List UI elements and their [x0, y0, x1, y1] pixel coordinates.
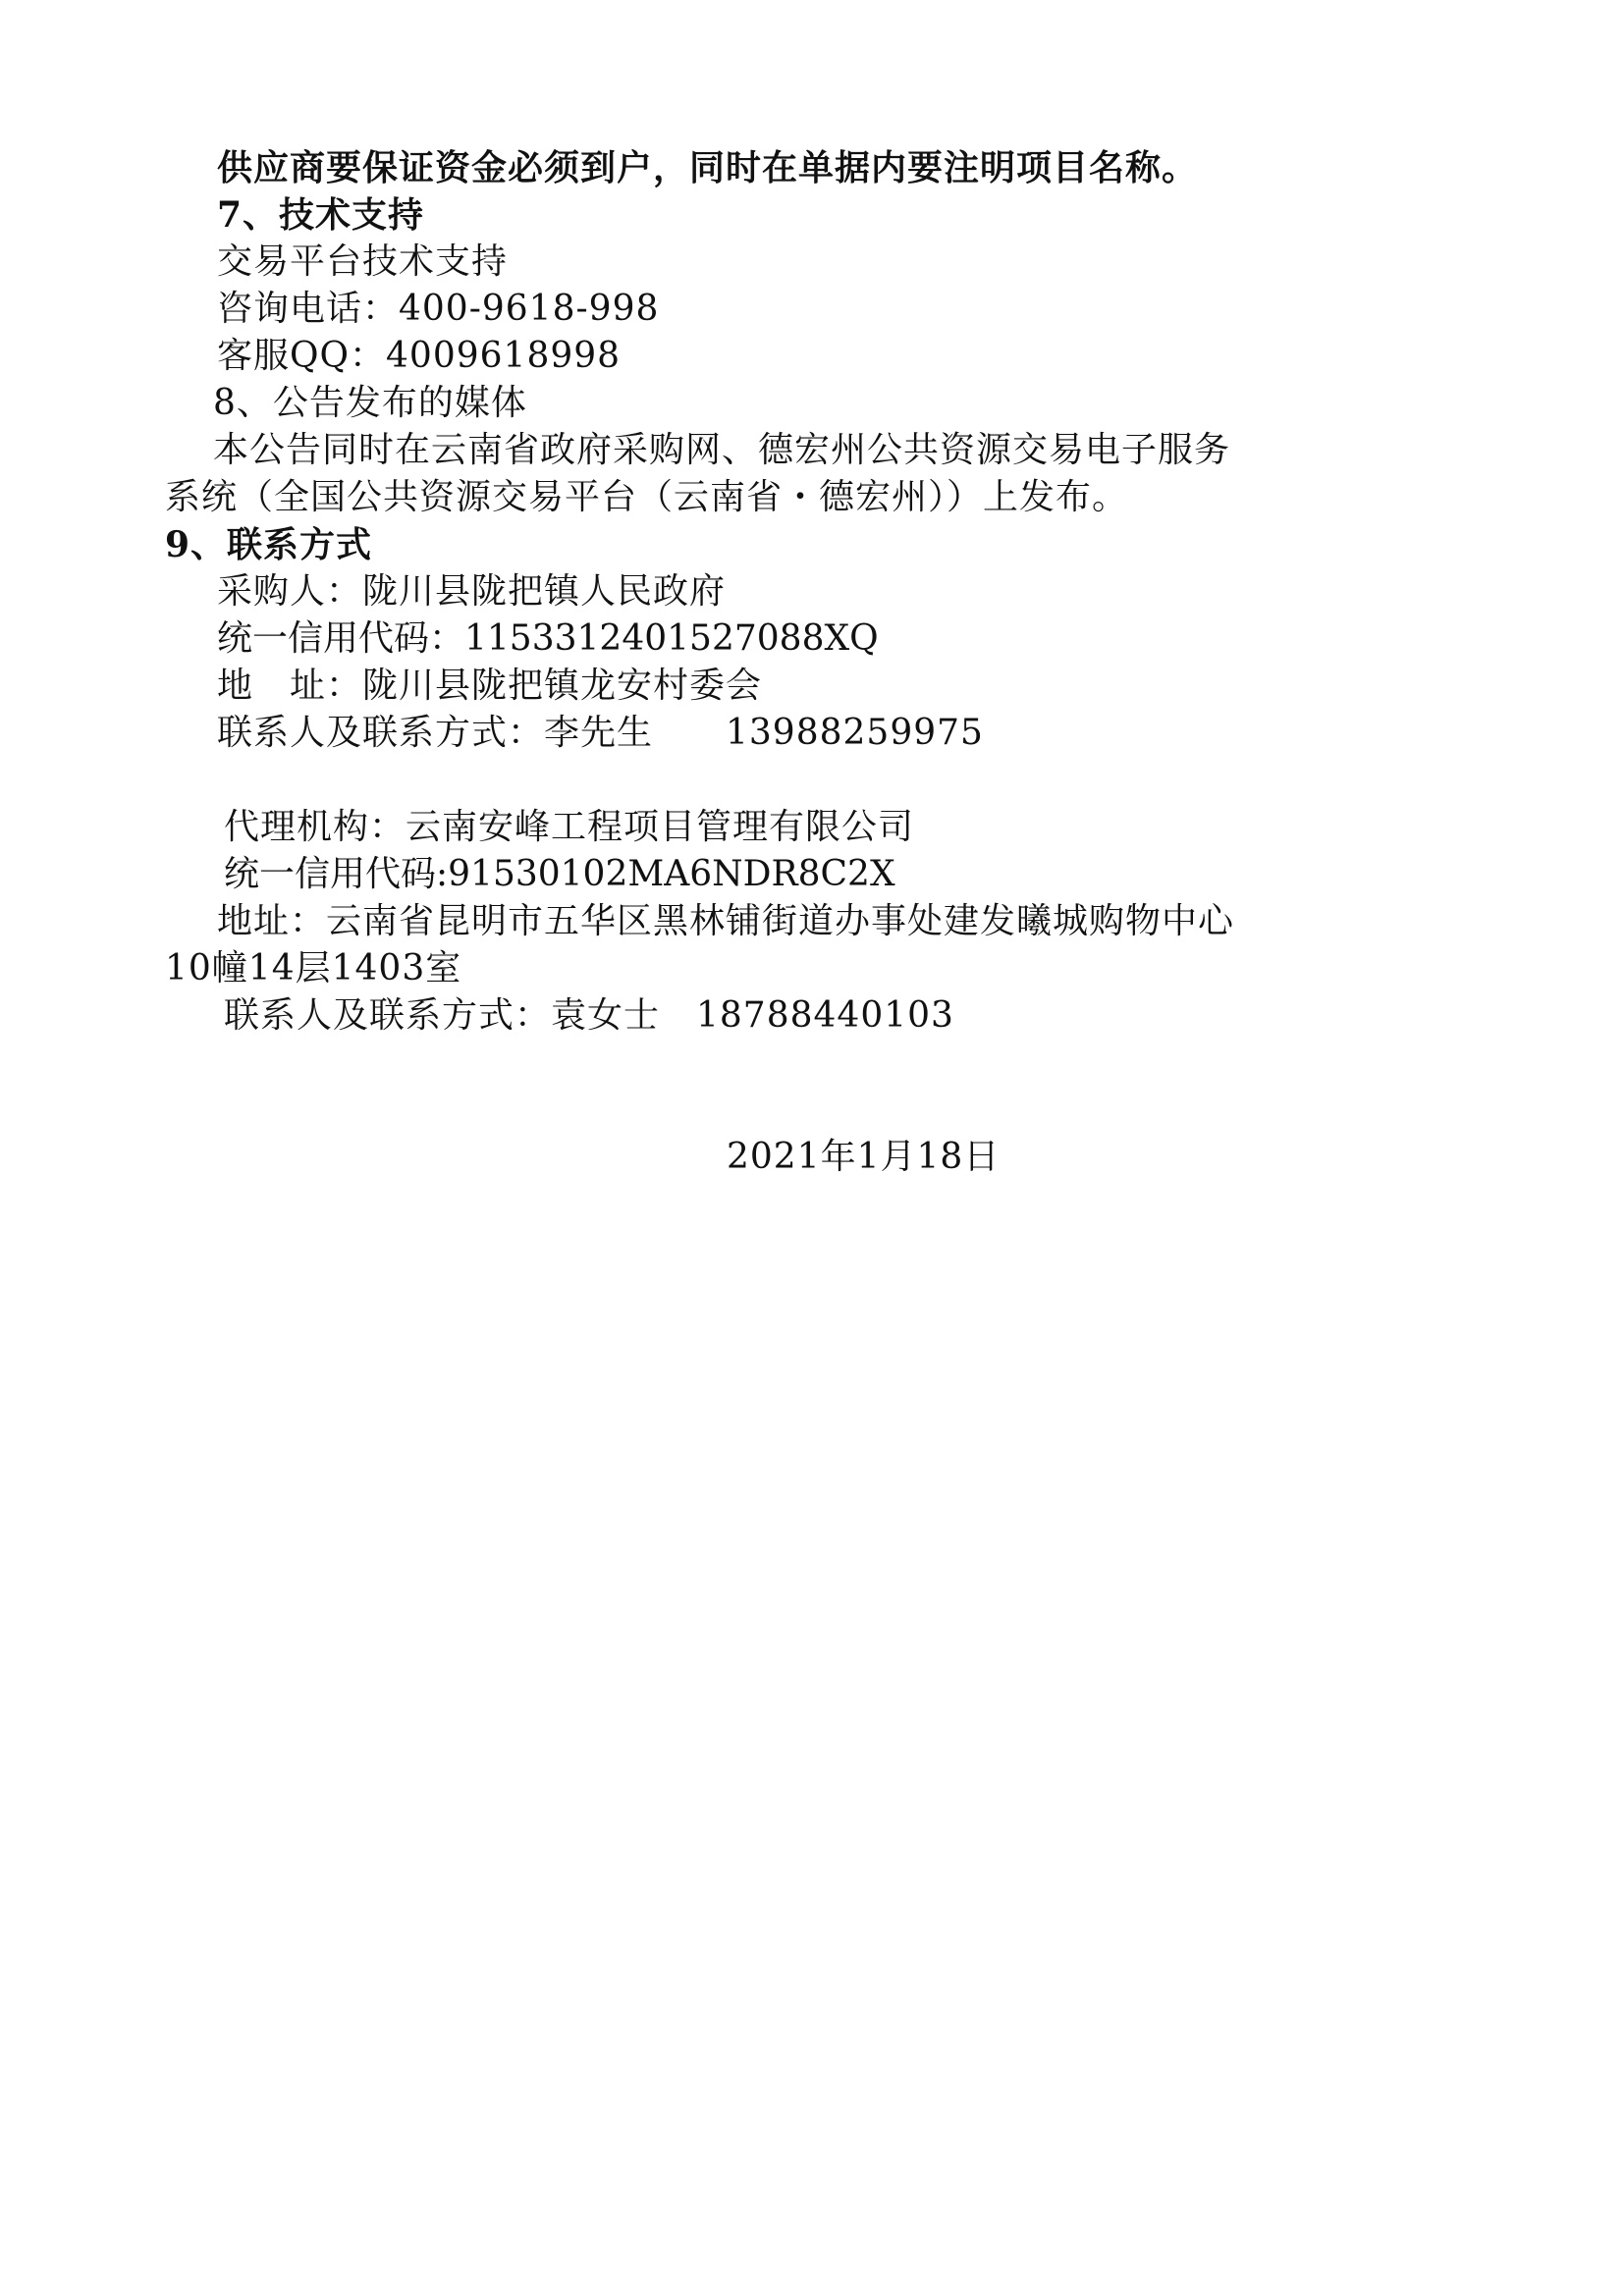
- agency-contact: 联系人及联系方式：袁女士 18788440103: [224, 995, 954, 1036]
- support-phone: 咨询电话：400-9618-998: [217, 289, 660, 329]
- agency-address-line-2: 10幢14层1403室: [165, 948, 462, 988]
- purchaser-address: 地 址：陇川县陇把镇龙安村委会: [217, 666, 763, 706]
- purchaser-credit-code: 统一信用代码：11533124015270​88XQ: [217, 618, 879, 659]
- support-qq: 客服QQ：4009618998: [217, 336, 622, 376]
- signature-date: 2021年1月18日: [727, 1137, 1001, 1177]
- media-paragraph-line-1: 本公告同时在云南省政府采购网、德宏州公共资源交易电子服务: [213, 430, 1231, 470]
- agency-name: 代理机构：云南安峰工程项目管理有限公司: [224, 807, 915, 847]
- section-8-heading: 8、公告发布的媒体: [213, 383, 527, 423]
- agency-credit-code: 统一信用代码:91530102MA6NDR8C2X: [224, 854, 895, 894]
- purchaser-name: 采购人：陇川县陇把镇人民政府: [217, 571, 727, 612]
- purchaser-contact: 联系人及联系方式：李先生 13988259975: [217, 713, 984, 753]
- agency-address-line-1: 地址：云南省昆明市五华区黑林铺街道办事处建发曦城购物中心: [217, 901, 1235, 941]
- deposit-note: 供应商要保证资金必须到户，同时在单据内要注明项目名称。: [217, 147, 1199, 188]
- section-9-heading: 9、联系方式: [165, 524, 373, 565]
- support-title: 交易平台技术支持: [217, 241, 509, 282]
- media-paragraph-line-2: 系统（全国公共资源交易平台（云南省・德宏州））上发布。: [165, 477, 1129, 517]
- section-7-heading: 7、技术支持: [217, 194, 425, 236]
